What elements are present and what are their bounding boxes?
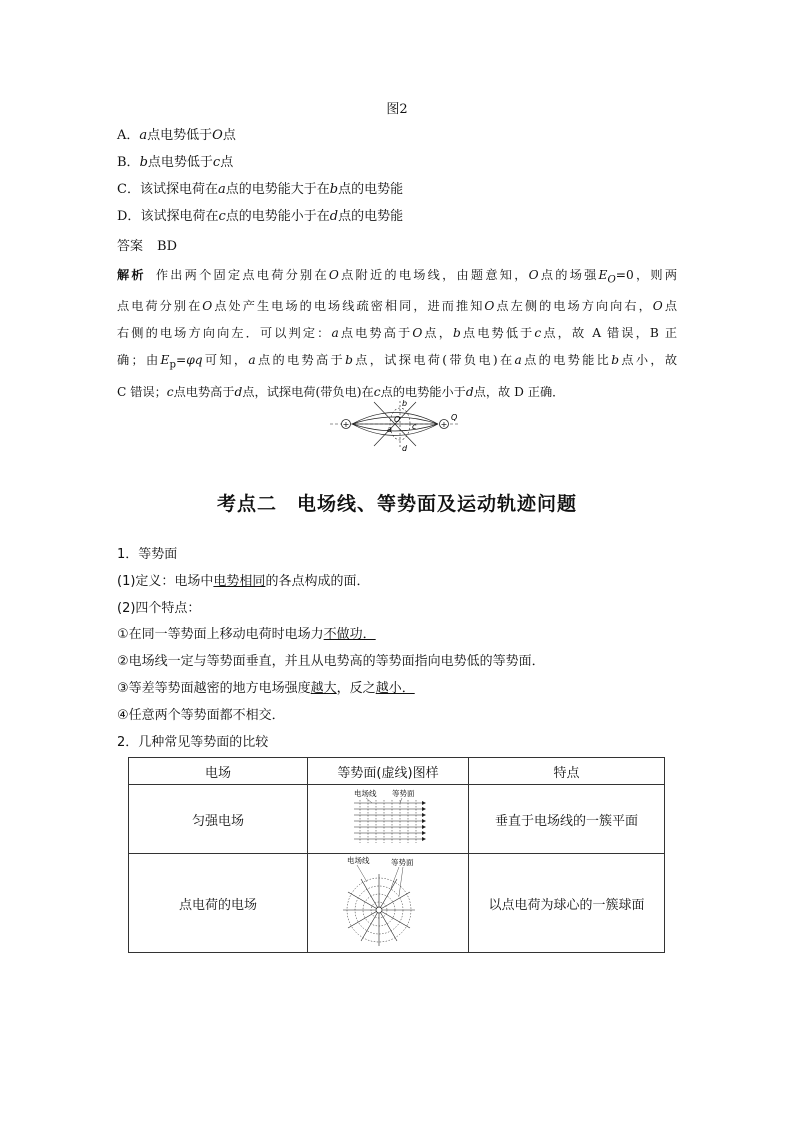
answer-value: BD <box>157 239 177 254</box>
field-cell: 匀强电场 <box>129 785 308 854</box>
feature-3: ③等差等势面越密的地方电场强度越大，反之越小． <box>117 681 415 696</box>
section-heading: 考点二 电场线、等势面及运动轨迹问题 <box>216 493 577 515</box>
point-b-label: b <box>402 399 408 408</box>
point-d-label: d <box>402 444 408 453</box>
svg-text:等势面: 等势面 <box>392 789 415 798</box>
header-field: 电场 <box>129 758 308 785</box>
point-a-label: a <box>387 425 392 434</box>
point-o-label: O <box>394 415 401 424</box>
uniform-field-figure <box>348 787 428 847</box>
field-lines <box>354 803 422 839</box>
svg-text:电场线: 电场线 <box>354 789 377 798</box>
feature-cell: 以点电荷为球心的一簇球面 <box>469 854 665 953</box>
svg-text:电场线: 电场线 <box>347 856 370 865</box>
point-charge <box>376 907 382 913</box>
field-cell: 点电荷的电场 <box>129 854 308 953</box>
answer-line <box>117 235 177 254</box>
point-q-label: Q <box>451 413 458 422</box>
table-header-row <box>129 758 665 785</box>
header-feature: 特点 <box>469 758 665 785</box>
comparison-table <box>128 757 665 953</box>
definition-line: (1)定义：电场中电势相同的各点构成的面． <box>117 574 370 589</box>
solution-line-4: 确；由$E_p=\varphi q$可知，a点的电势高于b点，试探电荷(带负电)在a点的电势能比b点小，故 <box>117 353 678 371</box>
feature-cell: 垂直于电场线的一簇平面 <box>469 785 665 854</box>
subsection-title-2: 2．几种常见等势面的比较 <box>117 735 269 750</box>
solution-line-3: 右侧的电场方向向左．可以判定：a点电势高于O点，b点电势低于c点，故 A 错误，B 正 <box>117 326 678 341</box>
arrowheads <box>422 801 426 841</box>
solution-line-5: C 错误；c点电势高于d点，试探电荷(带负电)在c点的电势能小于d点，故 D 正确． <box>117 384 565 399</box>
pattern-cell <box>308 785 469 854</box>
svg-text:等势面: 等势面 <box>391 858 414 867</box>
point-charge-field-figure <box>333 854 443 948</box>
header-pattern: 等势面(虚线)图样 <box>308 758 469 785</box>
table-row <box>129 854 665 953</box>
two-charges-field-diagram <box>320 396 470 454</box>
table-row <box>129 785 665 854</box>
pattern-cell <box>308 854 469 953</box>
option-b: B．b点电势低于c点 <box>117 155 234 170</box>
feature-2: ②电场线一定与等势面垂直，并且从电势高的等势面指向电势低的等势面． <box>117 654 545 669</box>
equipotential-planes <box>360 800 416 843</box>
plus-left-label: + <box>342 420 350 429</box>
feature-1: ①在同一等势面上移动电荷时电场力不做功． <box>117 627 376 642</box>
feature-4: ④任意两个等势面都不相交． <box>117 708 285 723</box>
solution-line-2: 点电荷分别在O点处产生电场的电场线疏密相同，进而推知O点左侧的电场方向向右，O点 <box>117 299 678 314</box>
option-c: C．该试探电荷在a点的电势能大于在b点的电势能 <box>117 182 404 197</box>
figure-caption: 图2 <box>386 102 408 117</box>
subsection-title-1: 1．等势面 <box>117 547 178 562</box>
option-d: D．该试探电荷在c点的电势能小于在d点的电势能 <box>117 209 404 224</box>
four-features-title: (2)四个特点： <box>117 601 201 616</box>
solution-line-1: 解析 作出两个固定点电荷分别在O点附近的电场线，由题意知，O点的场强$E_O=0$，则两 <box>117 268 678 286</box>
answer-label: 答案 <box>117 239 144 254</box>
option-a: A．a点电势低于O点 <box>117 128 236 143</box>
plus-right-label: + <box>440 420 448 429</box>
solution-block <box>117 262 677 406</box>
radial-field-lines <box>343 865 415 946</box>
point-c-label: c <box>412 422 417 431</box>
